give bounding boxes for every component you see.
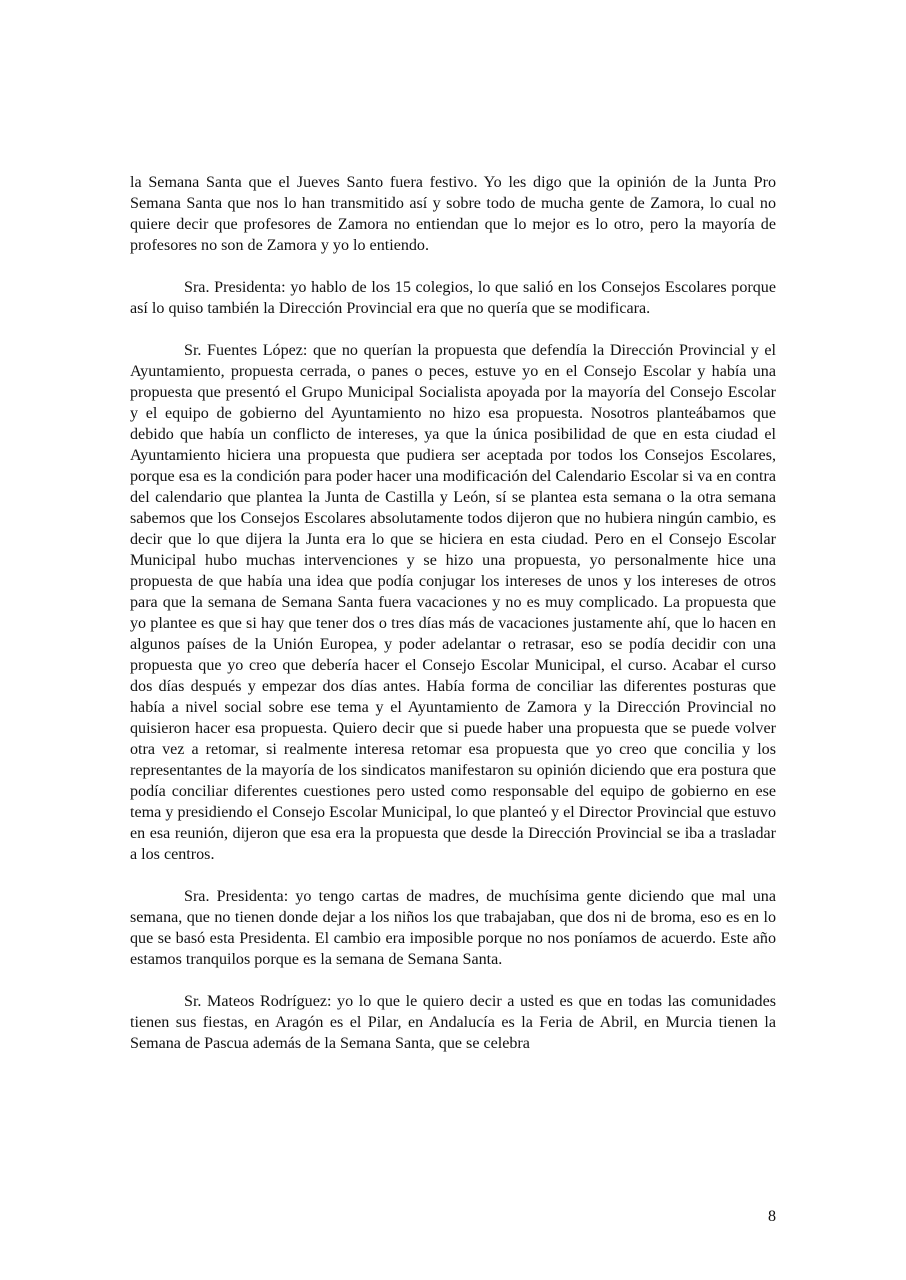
paragraph-spacer <box>130 865 776 886</box>
paragraph-presidenta-1: Sra. Presidenta: yo hablo de los 15 colegios, lo que salió en los Consejos Escolares porque así lo quiso también la Dirección Provincial era que no quería que se modificara. <box>130 279 776 317</box>
paragraph-mateos-rodriguez: Sr. Mateos Rodríguez: yo lo que le quiero decir a usted es que en todas las comunidades tienen sus fiestas, en Aragón es el Pilar, en Andalucía es la Feria de Abril, en Murcia tienen la Semana de Pascua además de la Semana Santa, que se celebra <box>130 993 776 1052</box>
paragraph-presidenta-2: Sra. Presidenta: yo tengo cartas de madres, de muchísima gente diciendo que mal una semana, que no tienen donde dejar a los niños los que trabajaban, que dos ni de broma, eso es en lo que se basó esta Presidenta. El cambio era imposible porque no nos poníamos de acuerdo. Este año estamos tranquilos porque es la semana de Semana Santa. <box>130 888 776 968</box>
paragraph-spacer <box>130 970 776 991</box>
paragraph-spacer <box>130 256 776 277</box>
paragraph-continuation: la Semana Santa que el Jueves Santo fuera festivo. Yo les digo que la opinión de la Junta Pro Semana Santa que nos lo han transmitido así y sobre todo de mucha gente de Zamora, lo cual no quiere decir que profesores de Zamora no entiendan que lo mejor es lo otro, pero la mayoría de profesores no son de Zamora y yo lo entiendo. <box>130 174 776 254</box>
document-page <box>130 172 776 1054</box>
paragraph-spacer <box>130 319 776 340</box>
paragraph-fuentes-lopez: Sr. Fuentes López: que no querían la propuesta que defendía la Dirección Provincial y el Ayuntamiento, propuesta cerrada, o panes o peces, estuve yo en el Consejo Escolar y había una propuesta que presentó el Grupo Municipal Socialista apoyada por la mayoría del Consejo Escolar y el equipo de gobierno del Ayuntamiento no hizo esa propuesta. Nosotros planteábamos que debido que había un conflicto de intereses, ya que la única posibilidad de que en esta ciudad el Ayuntamiento hiciera una propuesta que pudiera ser aceptada por todos los Consejos Escolares, porque esa es la condición para poder hacer una modificación del Calendario Escolar si va en contra del calendario que plantea la Junta de Castilla y León, sí se plantea esta semana o la otra semana sabemos que los Consejos Escolares absolutamente todos dijeron que no hubiera ningún cambio, es decir que lo que dijera la Junta era lo que se hiciera en esta ciudad. Pero en el Consejo Escolar Municipal hubo muchas intervenciones y se hizo una propuesta, yo personalmente hice una propuesta de que había una idea que podía conjugar los intereses de unos y los intereses de otros para que la semana de Semana Santa fuera vacaciones y no es muy complicado. La propuesta que yo plantee es que si hay que tener dos o tres días más de vacaciones justamente ahí, que lo hacen en algunos países de la Unión Europea, y poder adelantar o retrasar, eso se podía decidir con una propuesta que yo creo que debería hacer el Consejo Escolar Municipal, el curso. Acabar el curso dos días después y empezar dos días antes. Había forma de conciliar las diferentes posturas que había a nivel social sobre ese tema y el Ayuntamiento de Zamora y la Dirección Provincial no quisieron hacer esa propuesta. Quiero decir que si puede haber una propuesta que se puede volver otra vez a retomar, si realmente interesa retomar esa propuesta que yo creo que concilia y los representantes de la mayoría de los sindicatos manifestaron su opinión diciendo que era postura que podía conciliar diferentes cuestiones pero usted como responsable del equipo de gobierno en ese tema y presidiendo el Consejo Escolar Municipal, lo que planteó y el Director Provincial que estuvo en esa reunión, dijeron que esa era la propuesta que desde la Dirección Provincial se iba a trasladar a los centros. <box>130 342 776 863</box>
page-number: 8 <box>767 1208 776 1225</box>
